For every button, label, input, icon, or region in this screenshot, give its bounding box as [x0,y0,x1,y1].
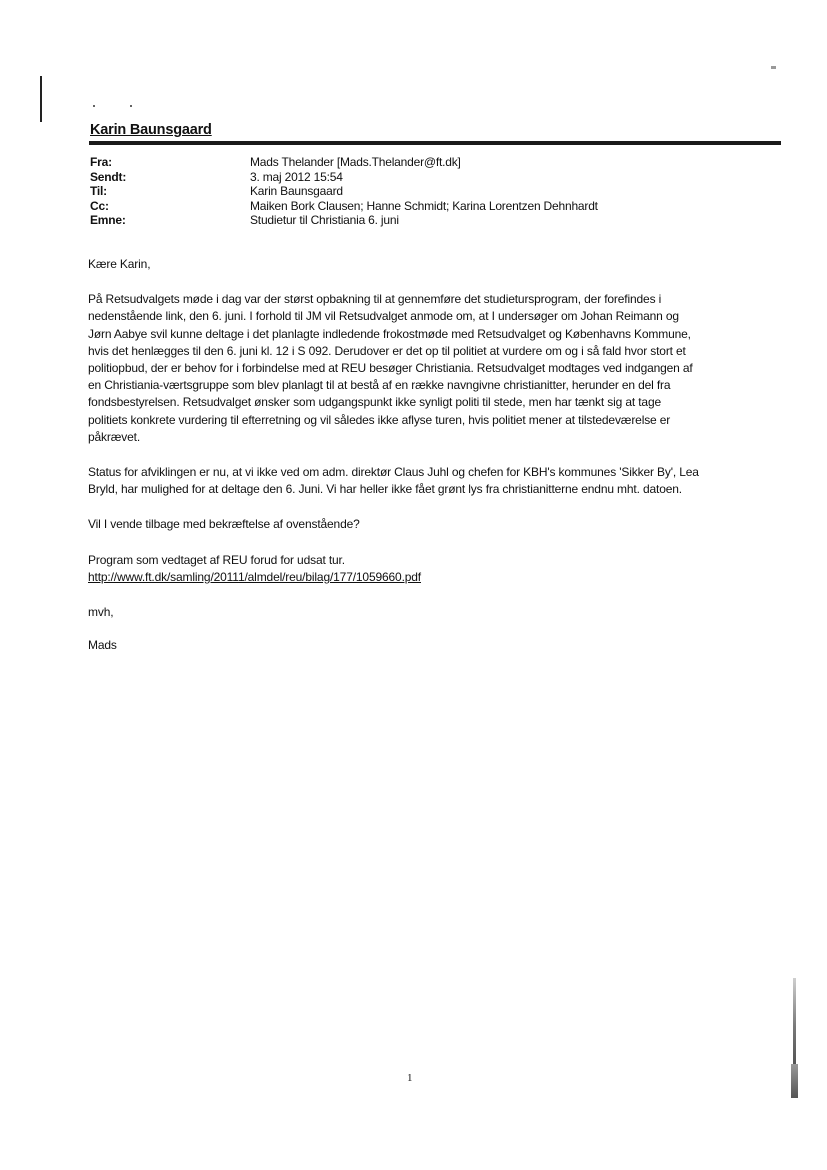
body-line: Bryld, har mulighed for at deltage den 6. Juni. Vi har heller ikke fået grønt lys fra christianitterne endnu mht. datoen. [88,482,682,497]
body-paragraph [88,464,758,498]
body-paragraph [88,291,758,446]
closing: mvh, [88,605,114,620]
request-line: Vil I vende tilbage med bekræftelse af ovenstående? [88,517,360,532]
body-line: nedenstående link, den 6. juni. I forhold til JM vil Retsudvalget anmode om, at I undersøger om Johan Reimann og [88,309,679,324]
signature: Mads [88,638,117,653]
body-line: påkrævet. [88,429,141,444]
body-line: politiets konkrete vurdering til efterretning og vil således ikke aflyse turen, hvis politiet mener at tilstedeværelse er [88,412,671,427]
body-line: politiopbud, der er behov for i forbindelse med at REU besøger Christiania. Retsudvalget modtages ved indgangen af [88,361,693,376]
body-line: hvis det henlægges til den 6. juni kl. 12 i S 092. Derudover er det op til politiet at vurdere om og i så fald hvor stort et [88,343,686,358]
body-line: Jørn Aabye svil kunne deltage i det planlagte indledende frokostmøde med Retsudvalget og Københavns Kommune, [88,326,691,341]
body-line: en Christiania-værtsgruppe som blev planlagt til at bestå af en række navngivne christianitter, herunder en del fra [88,378,671,393]
header-label: Til: [90,184,107,199]
body-line: Status for afviklingen er nu, at vi ikke ved om adm. direktør Claus Juhl og chefen for KBH's kommunes 'Sikker By', Lea [88,465,699,480]
scan-speck [130,105,132,107]
email-body [88,256,758,654]
email-owner-name: Karin Baunsgaard [90,122,212,138]
to-value: Karin Baunsgaard [250,184,343,199]
sent-value: 3. maj 2012 15:54 [250,169,343,184]
scan-edge-mark [40,76,42,122]
body-line: fondsbestyrelsen. Retsudvalget ønsker som udgangspunkt ikke synligt politi til stede, men har tænkt sig at tage [88,395,661,410]
scan-speck [93,105,95,107]
from-value: Mads Thelander [Mads.Thelander@ft.dk] [250,155,461,169]
body-line: På Retsudvalgets møde i dag var der størst opbakning til at gennemføre det studietursprogram, der forefindes i [88,292,662,307]
program-pdf-link[interactable]: http://www.ft.dk/samling/20111/almdel/reu/bilag/177/1059660.pdf [88,569,421,584]
greeting: Kære Karin, [88,257,151,271]
program-line: Program som vedtaget af REU forud for udsat tur. [88,552,345,567]
scan-speck [771,66,776,69]
header-label: Sendt: [90,169,127,184]
header-label: Cc: [90,198,109,213]
header-label: Emne: [90,213,126,228]
header-divider [89,141,781,145]
subject-value: Studietur til Christiania 6. juni [250,213,399,228]
page-number: 1 [407,1072,413,1084]
cc-value: Maiken Bork Clausen; Hanne Schmidt; Karina Lorentzen Dehnhardt [250,198,598,213]
scan-edge-mark [793,978,796,1098]
header-label: Fra: [90,155,112,169]
